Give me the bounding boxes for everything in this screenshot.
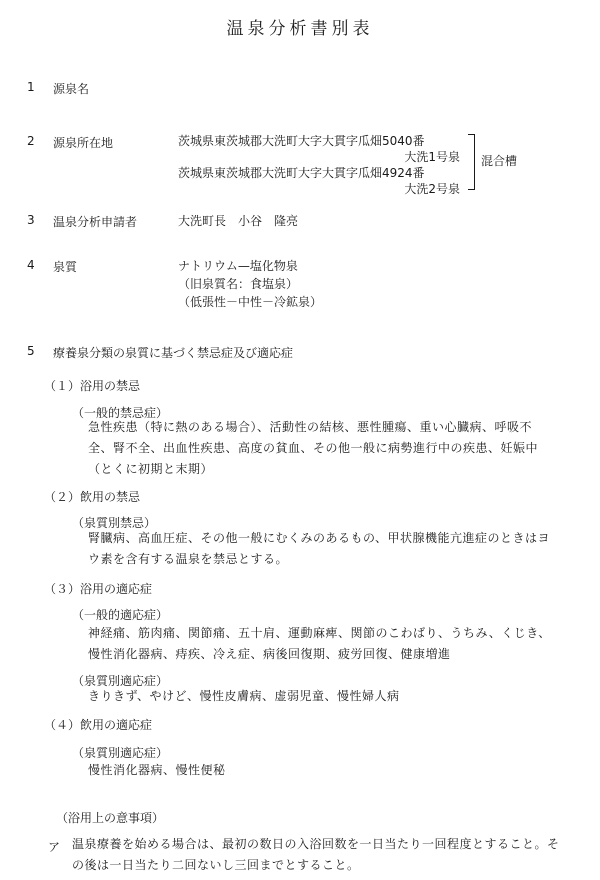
note-a-marker: ア [48, 840, 61, 854]
subsection-bathing-indications: （３）浴用の適応症 [44, 582, 153, 596]
bathing-notes-heading: （浴用上の意事項） [56, 811, 165, 825]
category-general-indications: （一般的適応症） [72, 608, 169, 622]
category-drinking-indications: （泉質別適応症） [72, 746, 169, 760]
section-number: 1 [27, 80, 35, 94]
section-number: 2 [27, 134, 35, 148]
spring-quality: ナトリウム—塩化物泉 [178, 259, 298, 273]
note-a-text: 温泉療養を始める場合は、最初の数日の入浴回数を一日当たり一回程度とすること。その後は一日当たり二回ないし三回までとすること。 [72, 837, 560, 872]
section-label-source-name: 源泉名 [53, 82, 90, 96]
subsection-bathing-contraindications: （１）浴用の禁忌 [44, 379, 141, 393]
mixing-tank-bracket [468, 134, 475, 190]
section-label-applicant: 温泉分析申請者 [53, 215, 138, 229]
general-contraindications-text: 急性疾患（特に熱のある場合）、活動性の結核、悪性腫瘍、重い心臓病、呼吸不全、腎不全、出血性疾患、高度の貧血、その他一般に病勢進行中の疾患、妊娠中（とくに初期と末期） [88, 420, 539, 476]
drinking-indications-text: 慢性消化器病、慢性便秘 [88, 763, 226, 777]
page-title: 温泉分析書別表 [226, 19, 374, 39]
source-name-2: 大洗2号泉 [404, 182, 460, 196]
subsection-drinking-contraindications: （２）飲用の禁忌 [44, 490, 141, 504]
source-address-2: 茨城県東茨城郡大洗町大字大貫字瓜畑4924番 [178, 166, 425, 180]
source-address-1: 茨城県東茨城郡大洗町大字大貫字瓜畑5040番 [178, 134, 425, 148]
category-quality-contraindications: （泉質別禁忌） [72, 516, 157, 530]
section-label-spring-quality: 泉質 [53, 260, 78, 274]
mixing-tank-note: 混合槽 [481, 154, 518, 168]
spring-quality-tonicity: （低張性－中性－冷鉱泉） [178, 295, 323, 309]
section-label-source-location: 源泉所在地 [53, 136, 114, 150]
section-number: 3 [27, 213, 35, 227]
section-label-indications: 療養泉分類の泉質に基づく禁忌症及び適応症 [53, 346, 294, 360]
general-indications-text: 神経痛、筋肉痛、関節痛、五十肩、運動麻痺、関節のこわばり、うちみ、くじき、慢性消化器病、痔疾、冷え症、病後回復期、疲労回復、健康増進 [88, 626, 551, 661]
category-general-contraindications: （一般的禁忌症） [72, 406, 169, 420]
category-quality-indications: （泉質別適応症） [72, 674, 169, 688]
quality-indications-text: きりきず、やけど、慢性皮膚病、虚弱児童、慢性婦人病 [88, 689, 400, 703]
drinking-contraindications-text: 腎臓病、高血圧症、その他一般にむくみのあるもの、甲状腺機能亢進症のときはヨウ素を含有する温泉を禁忌とする。 [88, 531, 551, 566]
subsection-drinking-indications: （４）飲用の適応症 [44, 718, 153, 732]
section-number: 5 [27, 344, 35, 358]
section-number: 4 [27, 258, 35, 272]
applicant-name: 大洗町長 小谷 隆亮 [178, 214, 299, 228]
spring-quality-old-name: （旧泉質名：食塩泉） [178, 277, 299, 291]
source-name-1: 大洗1号泉 [404, 150, 460, 164]
